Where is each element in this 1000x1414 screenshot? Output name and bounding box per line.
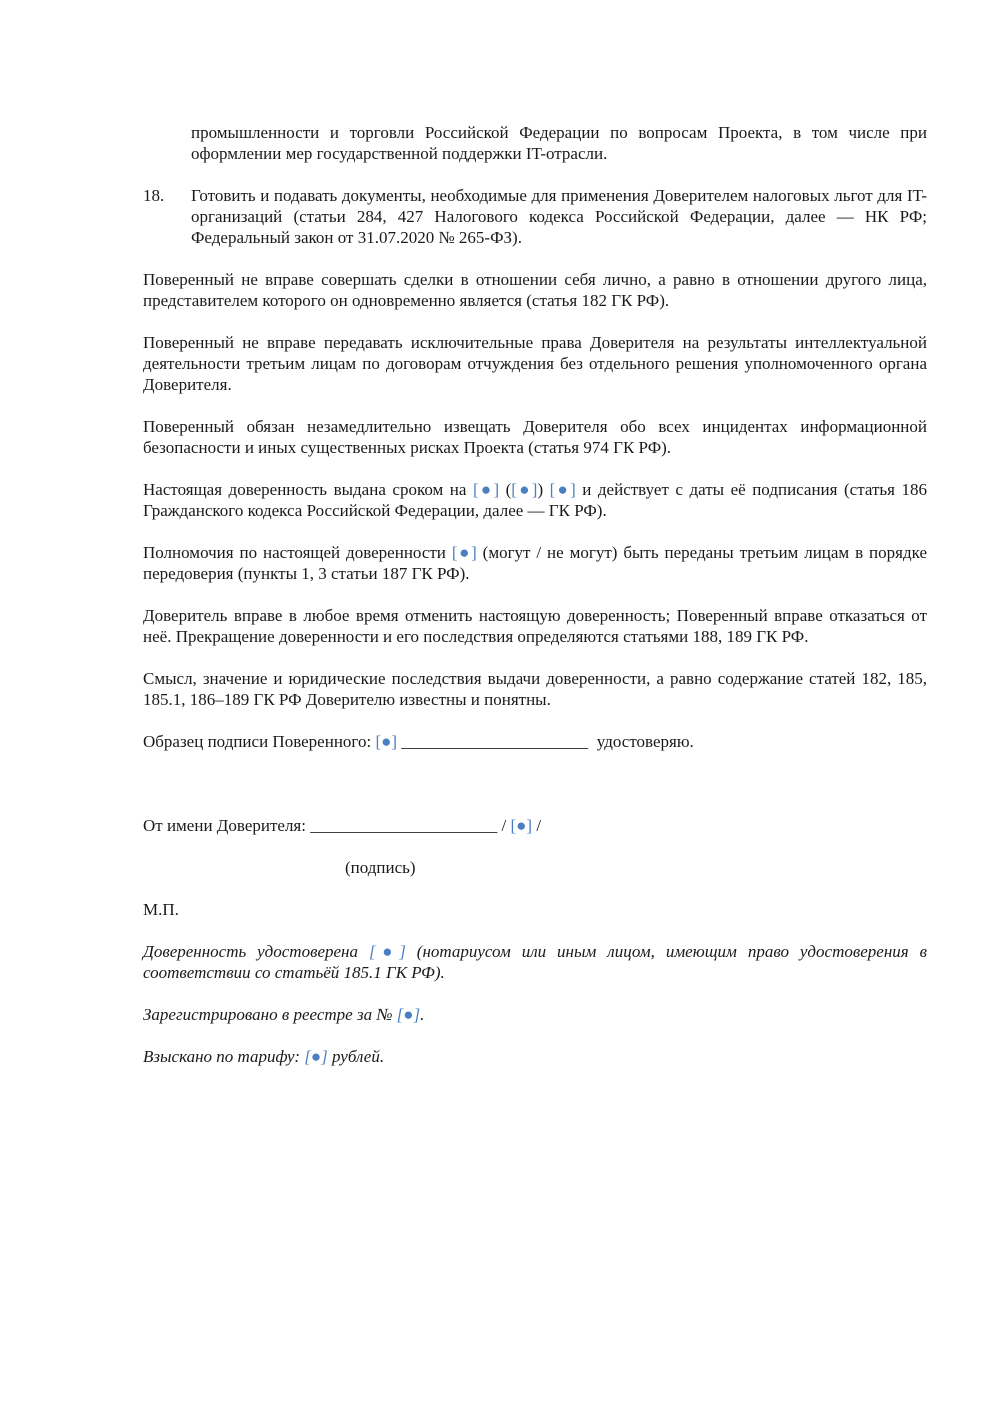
paragraph-exclusive-rights: Поверенный не вправе передавать исключительные права Доверителя на результаты интеллектуальной деятельности третьим лицам по договорам отчуждения без отдельного решения уполномоченного органа Доверителя. — [143, 333, 927, 394]
text: ) — [537, 480, 550, 499]
notary-registry — [143, 1004, 927, 1025]
placeholder-term-number: [●] — [472, 480, 500, 499]
text: Зарегистрировано в реестре за № — [143, 1005, 397, 1024]
placeholder-term-unit: [●] — [549, 480, 576, 499]
paragraph-self-dealing: Поверенный не вправе совершать сделки в отношении себя лично, а равно в отношении другого лица, представителем которого он одновременно является (статья 182 ГК РФ). — [143, 270, 927, 310]
paragraph-term — [143, 479, 927, 521]
signature-sample-suffix: удостоверяю. — [596, 732, 694, 751]
list-item-number: 18. — [143, 186, 165, 205]
signature-sample-line — [143, 731, 927, 752]
seal-mark: М.П. — [143, 900, 179, 919]
principal-signature-suffix: / — [532, 816, 542, 835]
principal-signature-line — [143, 815, 927, 836]
placeholder-principal-name: [●] — [510, 816, 533, 835]
document-body — [143, 122, 927, 1067]
signature-caption: (подпись) — [345, 858, 416, 877]
paragraph-substitution — [143, 542, 927, 584]
placeholder-fee-amount: [●] — [304, 1047, 328, 1066]
text: ( — [499, 480, 512, 499]
text: и действует с даты её подписания (статья 186 Гражданского кодекса Российской Федерации, далее — ГК РФ). — [143, 480, 927, 520]
list-item-continuation: промышленности и торговли Российской Федерации по вопросам Проекта, в том числе при оформлении мер государственной поддержки IT-отрасли. — [191, 123, 927, 163]
text: рублей. — [327, 1047, 385, 1066]
text: (нотариусом или иным лицом, имеющим право удостоверения в соответствии со статьёй 185.1 ГК РФ). — [143, 942, 927, 982]
text: (могут / не могут) быть переданы третьим лицам в порядке передоверия (пункты 1, 3 статьи 187 ГК РФ). — [143, 543, 927, 583]
list-item-18 — [143, 185, 927, 248]
text: Взыскано по тарифу: — [143, 1047, 305, 1066]
text: Настоящая доверенность выдана сроком на — [143, 480, 473, 499]
placeholder-notary: [●] — [368, 942, 406, 961]
paragraph-incident-notice: Поверенный обязан незамедлительно извещать Доверителя обо всех инцидентах информационной безопасности и иных существенных рисках Проекта (статья 974 ГК РФ). — [143, 417, 927, 457]
text: . — [420, 1005, 425, 1024]
text: Полномочия по настоящей доверенности — [143, 543, 452, 562]
principal-signature-label: От имени Доверителя: — [143, 816, 311, 835]
paragraph-revocation: Доверитель вправе в любое время отменить настоящую доверенность; Поверенный вправе отказаться от неё. Прекращение доверенности и его последствия определяются статьями 188, 189 ГК РФ. — [143, 606, 927, 646]
signature-blank: ______________________ — [397, 732, 597, 751]
notary-certification — [143, 941, 927, 983]
paragraph-acknowledgement: Смысл, значение и юридические последствия выдачи доверенности, а равно содержание статей 182, 185, 185.1, 186–189 ГК РФ Доверителю известны и понятны. — [143, 669, 927, 709]
list-item-text: Готовить и подавать документы, необходимые для применения Доверителем налоговых льгот для IT-организаций (статьи 284, 427 Налогового кодекса Российской Федерации, далее — НК РФ; Федеральный закон от 31.07.2020 № 265-ФЗ). — [191, 186, 927, 247]
placeholder-attorney-name: [●] — [375, 732, 398, 751]
signature-blank: ______________________ / — [310, 816, 511, 835]
notary-fee — [143, 1046, 927, 1067]
placeholder-substitution: [●] — [451, 543, 477, 562]
text: Доверенность удостоверена — [143, 942, 369, 961]
signature-sample-label: Образец подписи Поверенного: — [143, 732, 376, 751]
placeholder-term-words: [●] — [511, 480, 538, 499]
placeholder-registry-number: [●] — [396, 1005, 421, 1024]
